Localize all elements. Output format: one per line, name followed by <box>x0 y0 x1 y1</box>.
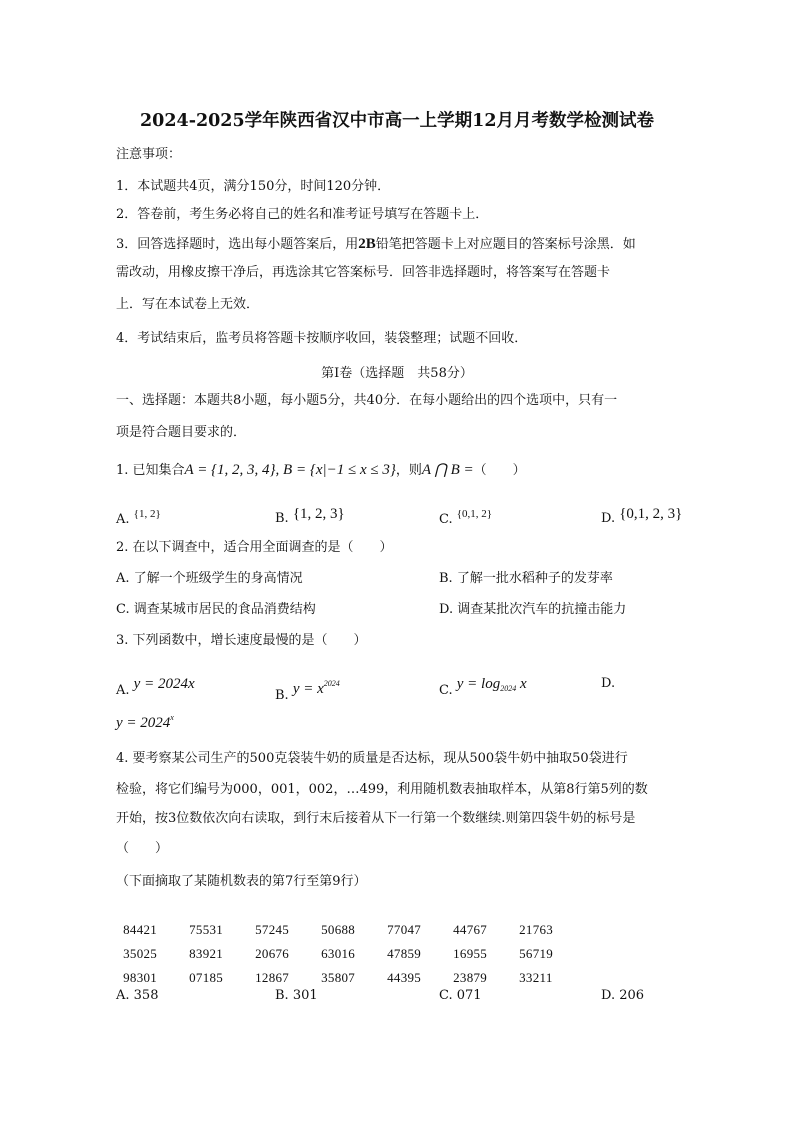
q4-option-b: B. 301 <box>275 988 318 1003</box>
q1-option-b: B. {1, 2, 3} <box>275 506 345 526</box>
random-cell: 75531 <box>189 922 224 937</box>
note-2: 2．答卷前，考生务必将自己的姓名和准考证号填写在答题卡上． <box>116 207 489 222</box>
exam-title: 2024-2025学年陕西省汉中市高一上学期12月月考数学检测试卷 <box>139 111 655 131</box>
section1-line-2: 项是符合题目要求的． <box>116 425 247 440</box>
q4-option-c: C. 071 <box>439 988 482 1003</box>
q3-option-d: D. <box>601 676 616 691</box>
q2-option-a: A. 了解一个班级学生的身高情况 <box>116 571 303 586</box>
random-table-row-9 <box>116 954 585 986</box>
random-cell: 35807 <box>321 970 356 985</box>
q1-option-b-value: {1, 2, 3} <box>292 506 345 522</box>
random-cell: 33211 <box>519 970 553 985</box>
q3-option-b: B. $y = x^{2024}$ <box>275 679 340 703</box>
random-cell: 84421 <box>123 922 158 937</box>
random-cell: 21763 <box>519 922 554 937</box>
q4-line-1: 4. 要考察某公司生产的500克袋装牛奶的质量是否达标，现从500袋牛奶中抽取50袋进行 <box>116 751 628 766</box>
q1-option-d: D. {0,1, 2, 3} <box>601 506 683 526</box>
random-cell: 47859 <box>387 946 422 961</box>
q1-option-d-value: {0,1, 2, 3} <box>619 506 683 522</box>
q1-option-c-value: {0,1, 2} <box>456 508 493 520</box>
section1-line-1: 一、选择题：本题共8小题，每小题5分，共40分．在每小题给出的四个选项中，只有一 <box>116 393 618 408</box>
random-cell: 44395 <box>387 970 422 985</box>
q1-option-a: A. $^{\{1, 2\}}$ <box>116 508 161 527</box>
q2-stem: 2. 在以下调查中，适合用全面调查的是（ ） <box>116 540 393 555</box>
q1-stem <box>116 462 526 479</box>
random-cell: 20676 <box>255 946 290 961</box>
random-cell: 16955 <box>453 946 488 961</box>
random-cell: 83921 <box>189 946 224 961</box>
note-4: 4．考试结束后，监考员将答题卡按顺序收回，装袋整理；试题不回收． <box>116 331 528 346</box>
part1-heading: 第Ⅰ卷（选择题 共58分） <box>321 366 473 381</box>
note-3-line-1 <box>116 236 636 253</box>
q4-line-3: 开始，按3位数依次向右读取，到行末后接着从下一行第一个数继续.则第四袋牛奶的标号是 <box>116 811 636 826</box>
note-3-line-2: 需改动，用橡皮擦干净后，再选涂其它答案标号．回答非选择题时，将答案写在答题卡 <box>116 265 611 280</box>
random-cell: 63016 <box>321 946 356 961</box>
pencil-grade: 2B <box>358 236 376 252</box>
q1-suffix: （ ） <box>473 463 526 478</box>
notes-heading: 注意事项： <box>116 147 182 162</box>
random-cell: 98301 <box>123 970 158 985</box>
q3-stem: 3. 下列函数中，增长速度最慢的是（ ） <box>116 633 367 648</box>
q1-mid: ，则 <box>395 463 422 478</box>
q4-line-4: （ ） <box>116 841 169 856</box>
q1-option-a-value: {1, 2} <box>133 508 161 520</box>
q4-table-note: （下面摘取了某随机数表的第7行至第9行） <box>116 874 367 889</box>
note-3-part-b: 铅笔把答题卡上对应题目的答案标号涂黑．如 <box>375 237 636 252</box>
random-cell: 35025 <box>123 946 158 961</box>
random-cell: 44767 <box>453 922 488 937</box>
random-cell: 50688 <box>321 922 356 937</box>
q3-option-c: C. $y = \log_{2024} x$ <box>439 676 527 698</box>
q1-sets: A = {1, 2, 3, 4}, B = {x|−1 ≤ x ≤ 3} <box>184 462 396 478</box>
q4-option-a: A. 358 <box>116 988 159 1003</box>
q3-option-a-formula: y = 2024x <box>133 676 195 692</box>
q4-line-2: 检验，将它们编号为000，001，002，…499，利用随机数表抽取样本，从第8行第5列的数 <box>116 782 648 797</box>
random-cell: 23879 <box>453 970 488 985</box>
note-3-part-a: 3．回答选择题时，选出每小题答案后，用 <box>116 237 359 252</box>
random-cell: 07185 <box>189 970 224 985</box>
q3-option-b-formula: $y = x^{2024}$ <box>292 679 340 697</box>
random-cell: 12867 <box>255 970 290 985</box>
q1-prefix: 1. 已知集合 <box>116 463 185 478</box>
q1-option-c: C. $^{\{0,1, 2\}}$ <box>439 508 493 527</box>
random-cell: 57245 <box>255 922 290 937</box>
note-3-line-3: 上．写在本试卷上无效． <box>116 297 260 312</box>
random-cell: 77047 <box>387 922 422 937</box>
q3-option-a: A. y = 2024x <box>116 676 195 698</box>
q1-expr: A ⋂ B = <box>421 462 474 478</box>
q4-option-d: D. 206 <box>601 988 645 1003</box>
random-cell: 56719 <box>519 946 554 961</box>
q2-option-b: B. 了解一批水稻种子的发芽率 <box>439 571 613 586</box>
q3-option-c-formula: $y = \log_{2024} x$ <box>456 676 527 693</box>
note-1: 1．本试题共4页，满分150分，时间120分钟． <box>116 179 391 194</box>
q2-option-c: C. 调查某城市居民的食品消费结构 <box>116 602 316 617</box>
q3-option-d-formula: $y = 2024^x$ <box>116 713 174 731</box>
q2-option-d: D. 调查某批次汽车的抗撞击能力 <box>439 602 627 617</box>
